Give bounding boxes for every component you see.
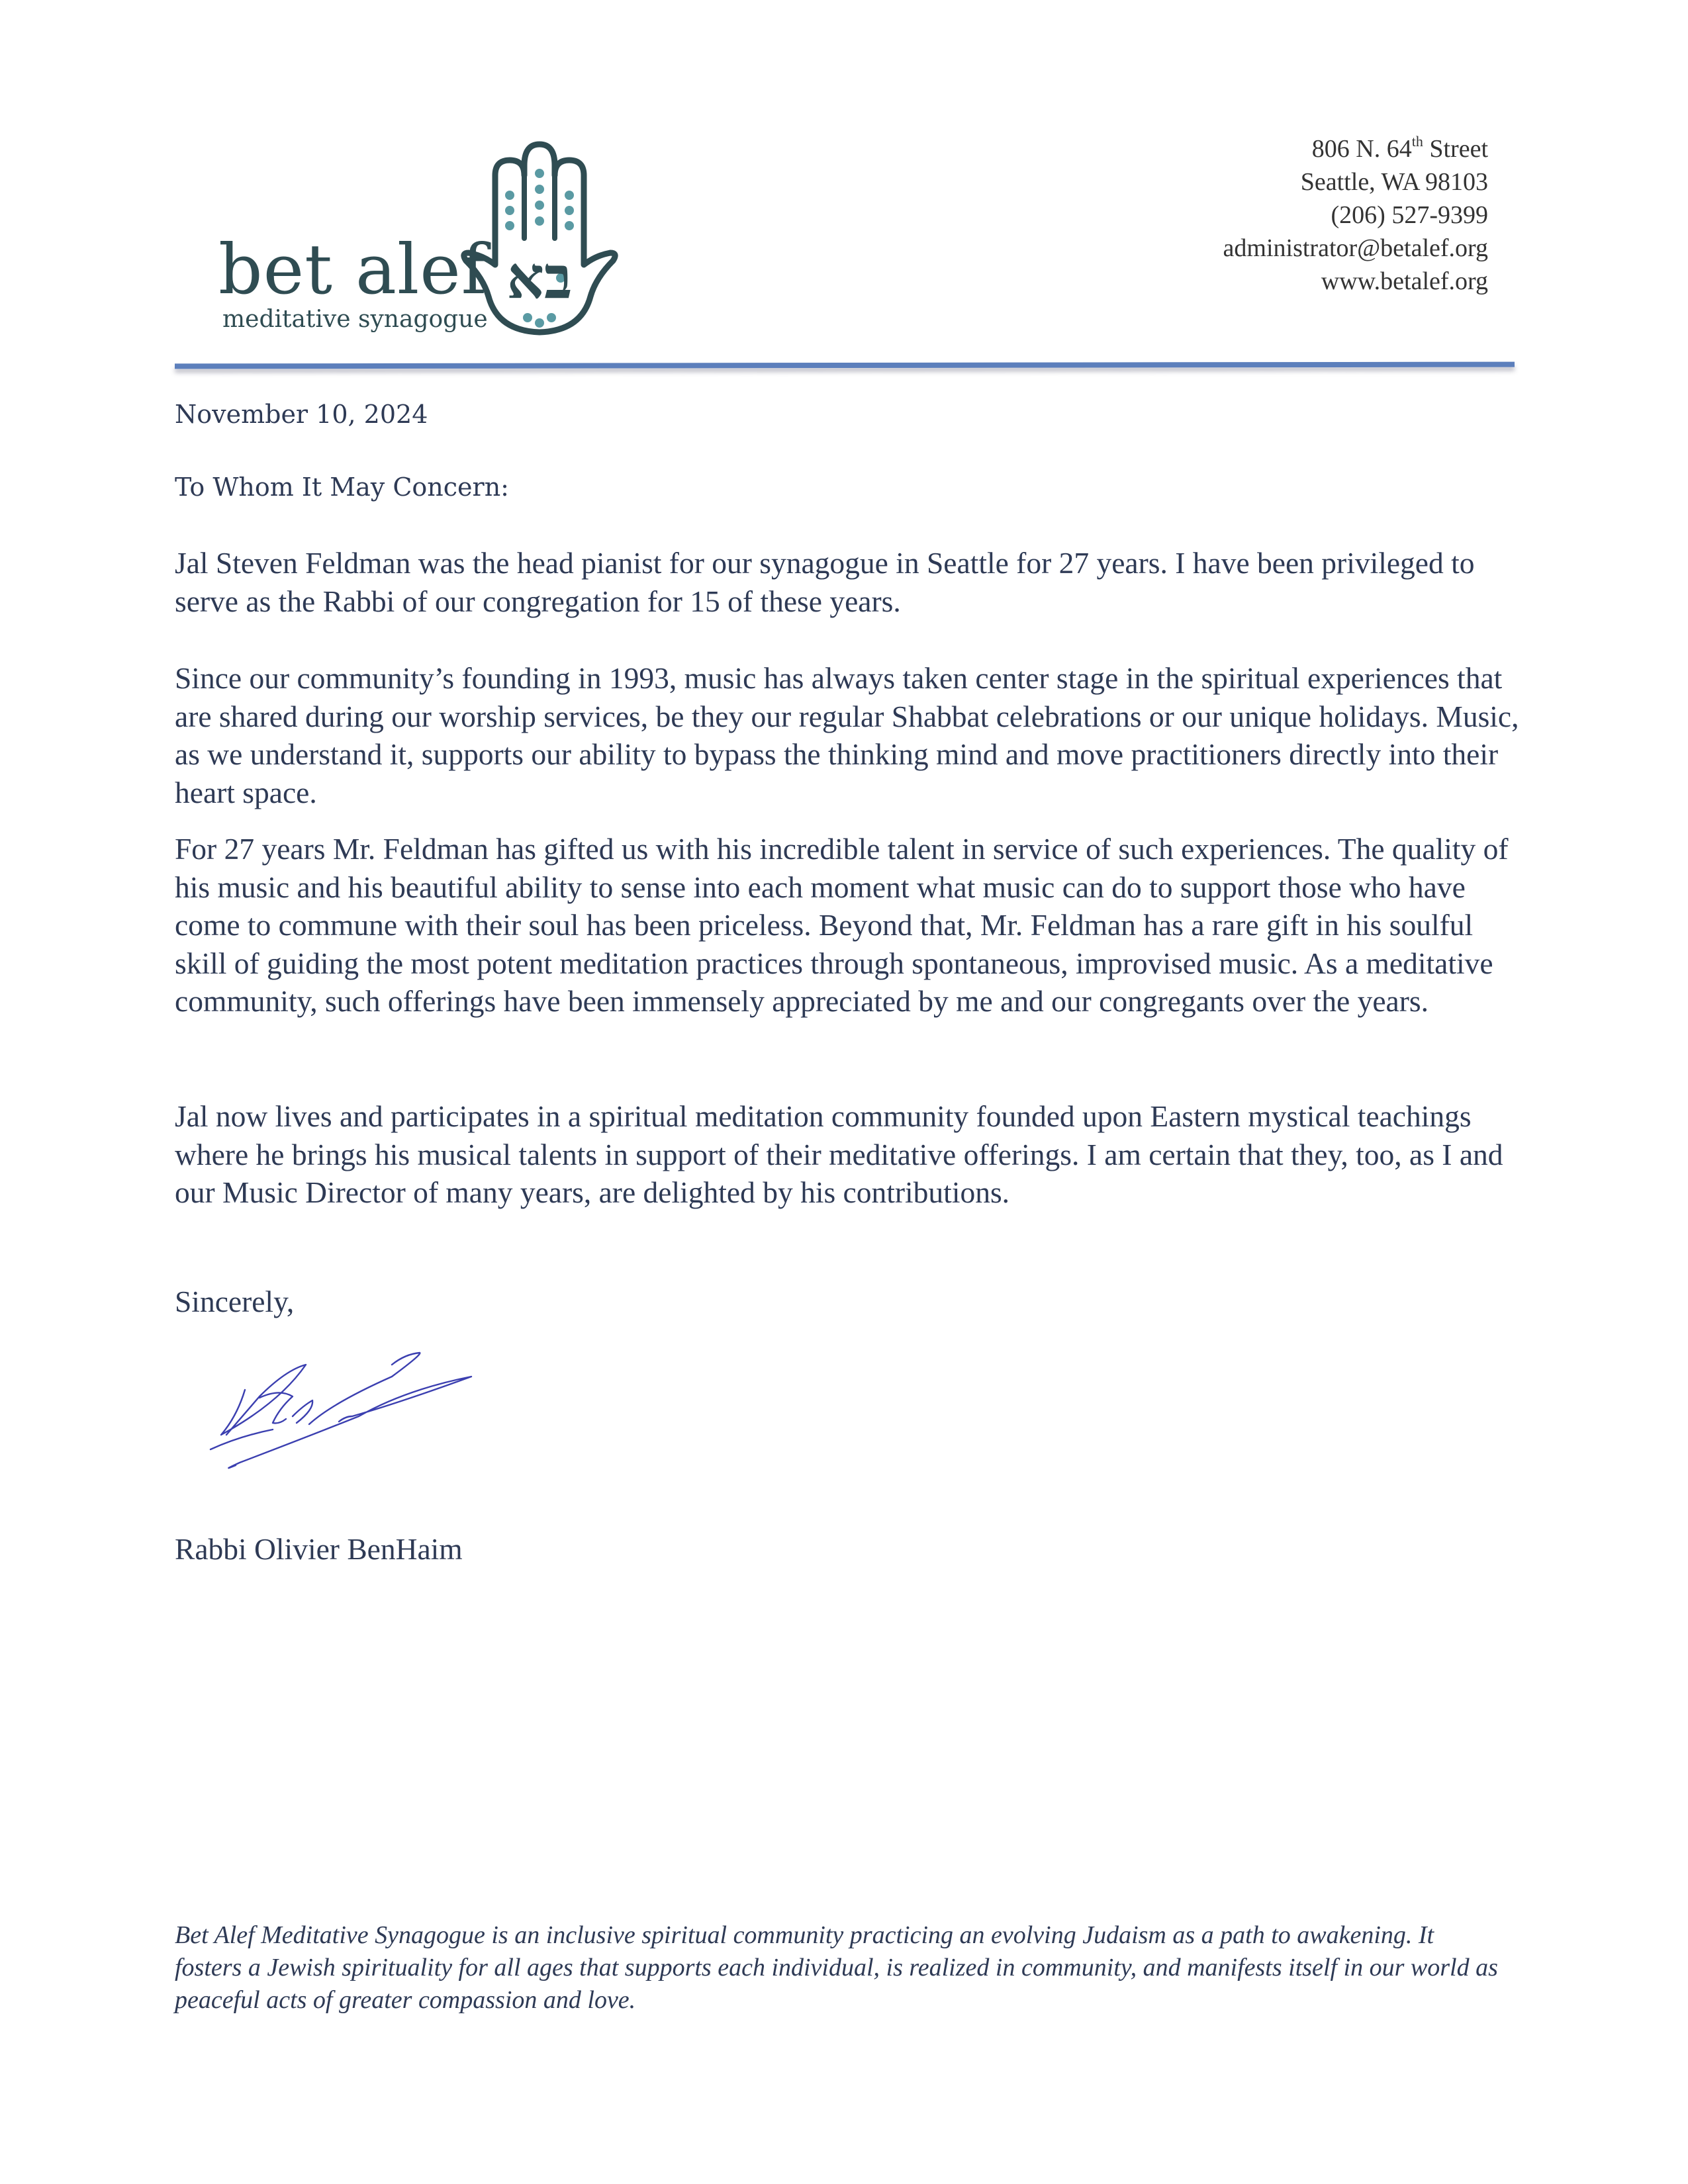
body-paragraph: Jal now lives and participates in a spiritual meditation community founded upon Eastern mystical teachings where he brings his musical talents in support of their meditative offerings. I am certain that they, too, as I and our Music Director of many years, are delighted by his contributions. [175,1099,1503,1209]
org-logo [218,139,629,338]
body-paragraph: Since our community’s founding in 1993, music has always taken center stage in the spiritual experiences that are shared during our worship services, be they our regular Shabbat celebrations or our unique holidays. Music, as we understand it, supports our ability to bypass the thinking mind and move practitioners directly into their heart space. [175,661,1519,809]
website-url: www.betalef.org [1321,267,1488,295]
email-address: administrator@betalef.org [1223,234,1488,262]
hamsa-icon [432,139,630,338]
city-line: Seattle, WA 98103 [1300,168,1488,196]
signer-name: Rabbi Olivier BenHaim [175,1532,463,1566]
hebrew-letters: בא [506,243,573,312]
contact-block [1223,132,1488,298]
body-paragraph: For 27 years Mr. Feldman has gifted us with his incredible talent in service of such experiences. The quality of his music and his beautiful ability to sense into each moment what music can do to support those who have come to commune with their soul has been priceless. Beyond that, Mr. Feldman has a rare gift in his soulful skill of guiding the most potent meditation practices through spontaneous, improvised music. As a meditative community, such offerings have been immensely appreciated by me and our congregants over the years. [175,832,1509,1018]
signature-icon [173,1324,677,1496]
closing: Sincerely, [175,1285,295,1318]
phone-number: (206) 527-9399 [1331,201,1488,229]
logo-tagline: meditative synagogue [222,306,488,333]
body-paragraph: Jal Steven Feldman was the head pianist for our synagogue in Seattle for 27 years. I have been privileged to serve as the Rabbi of our congregation for 15 of these years. [175,546,1475,618]
street-address: 806 N. 64th Street [1311,133,1488,163]
logo-wordmark: bet alef [218,229,488,310]
header-divider [175,362,1515,369]
salutation: To Whom It May Concern: [175,473,509,502]
letter-date: November 10, 2024 [175,400,428,429]
mission-statement: Bet Alef Meditative Synagogue is an inclusive spiritual community practicing an evolving Judaism as a path to awakening. It fosters a Jewish spirituality for all ages that supports each individual, is realized in community, and manifests itself in our world as peaceful acts of greater compassion and love. [175,1921,1498,2014]
